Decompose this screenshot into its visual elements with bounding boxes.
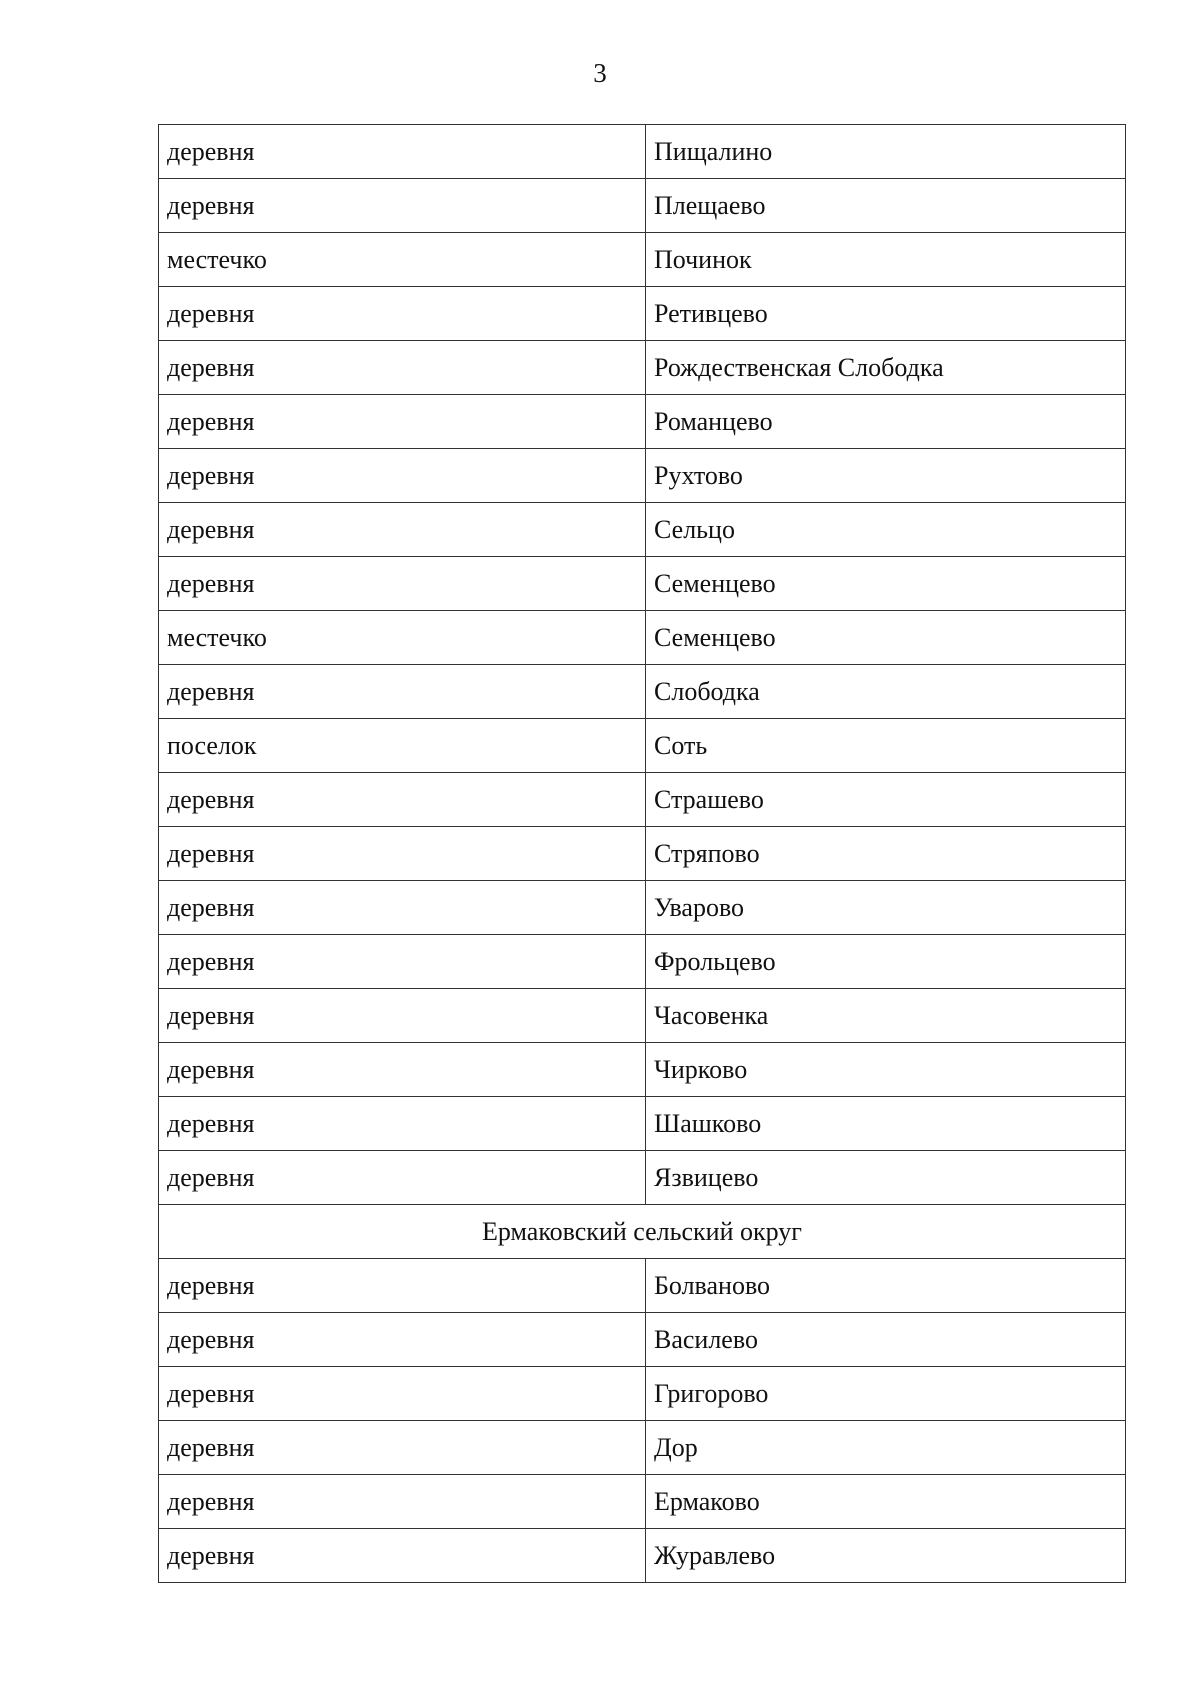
table-row	[159, 557, 1126, 611]
settlement-name-cell: Романцево	[646, 395, 1126, 449]
settlement-type-cell: деревня	[159, 1367, 646, 1421]
table-row	[159, 827, 1126, 881]
table-row	[159, 395, 1126, 449]
section-row	[159, 1205, 1126, 1259]
settlement-type-cell: местечко	[159, 233, 646, 287]
table-row	[159, 125, 1126, 179]
table-row	[159, 1259, 1126, 1313]
settlement-name-cell: Семенцево	[646, 611, 1126, 665]
settlement-name-cell: Рождественская Слободка	[646, 341, 1126, 395]
settlement-type-cell: деревня	[159, 665, 646, 719]
settlement-name-cell: Василево	[646, 1313, 1126, 1367]
table-row	[159, 719, 1126, 773]
settlement-name-cell: Стряпово	[646, 827, 1126, 881]
table-row	[159, 935, 1126, 989]
table-row	[159, 503, 1126, 557]
settlement-type-cell: деревня	[159, 1313, 646, 1367]
table-row	[159, 665, 1126, 719]
table-row	[159, 611, 1126, 665]
settlement-name-cell: Сельцо	[646, 503, 1126, 557]
settlement-name-cell: Язвицево	[646, 1151, 1126, 1205]
settlement-name-cell: Журавлево	[646, 1529, 1126, 1583]
table-row	[159, 1097, 1126, 1151]
settlement-name-cell: Починок	[646, 233, 1126, 287]
table-row	[159, 449, 1126, 503]
settlement-name-cell: Ретивцево	[646, 287, 1126, 341]
table-row	[159, 179, 1126, 233]
settlement-type-cell: деревня	[159, 503, 646, 557]
table-row	[159, 287, 1126, 341]
settlement-type-cell: деревня	[159, 989, 646, 1043]
settlement-name-cell: Дор	[646, 1421, 1126, 1475]
settlement-type-cell: деревня	[159, 1043, 646, 1097]
settlement-name-cell: Страшево	[646, 773, 1126, 827]
settlement-type-cell: деревня	[159, 827, 646, 881]
settlement-name-cell: Плещаево	[646, 179, 1126, 233]
table-row	[159, 1313, 1126, 1367]
settlement-type-cell: деревня	[159, 1097, 646, 1151]
settlement-type-cell: деревня	[159, 557, 646, 611]
table-row	[159, 1421, 1126, 1475]
table-row	[159, 989, 1126, 1043]
settlement-name-cell: Шашково	[646, 1097, 1126, 1151]
settlement-name-cell: Слободка	[646, 665, 1126, 719]
settlement-name-cell: Фрольцево	[646, 935, 1126, 989]
settlement-type-cell: деревня	[159, 773, 646, 827]
settlement-name-cell: Семенцево	[646, 557, 1126, 611]
settlement-name-cell: Чирково	[646, 1043, 1126, 1097]
table-row	[159, 773, 1126, 827]
settlement-type-cell: местечко	[159, 611, 646, 665]
settlement-type-cell: деревня	[159, 341, 646, 395]
table-row	[159, 233, 1126, 287]
settlement-type-cell: деревня	[159, 1529, 646, 1583]
settlement-type-cell: деревня	[159, 125, 646, 179]
settlement-name-cell: Часовенка	[646, 989, 1126, 1043]
settlement-name-cell: Ермаково	[646, 1475, 1126, 1529]
settlement-name-cell: Уварово	[646, 881, 1126, 935]
settlement-type-cell: деревня	[159, 1421, 646, 1475]
page-number: 3	[593, 58, 607, 88]
section-heading: Ермаковский сельский округ	[159, 1205, 1126, 1259]
settlement-name-cell: Григорово	[646, 1367, 1126, 1421]
settlement-type-cell: деревня	[159, 1151, 646, 1205]
settlement-type-cell: поселок	[159, 719, 646, 773]
settlement-type-cell: деревня	[159, 935, 646, 989]
settlements-table	[158, 124, 1126, 1583]
settlement-name-cell: Пищалино	[646, 125, 1126, 179]
settlement-type-cell: деревня	[159, 449, 646, 503]
settlement-type-cell: деревня	[159, 1259, 646, 1313]
settlement-type-cell: деревня	[159, 1475, 646, 1529]
table-row	[159, 881, 1126, 935]
table-row	[159, 1529, 1126, 1583]
settlement-type-cell: деревня	[159, 395, 646, 449]
table-row	[159, 341, 1126, 395]
settlement-name-cell: Рухтово	[646, 449, 1126, 503]
table-row	[159, 1367, 1126, 1421]
settlement-name-cell: Болваново	[646, 1259, 1126, 1313]
settlement-type-cell: деревня	[159, 287, 646, 341]
settlement-name-cell: Соть	[646, 719, 1126, 773]
table-row	[159, 1151, 1126, 1205]
table-row	[159, 1043, 1126, 1097]
settlement-type-cell: деревня	[159, 881, 646, 935]
settlement-type-cell: деревня	[159, 179, 646, 233]
table-row	[159, 1475, 1126, 1529]
